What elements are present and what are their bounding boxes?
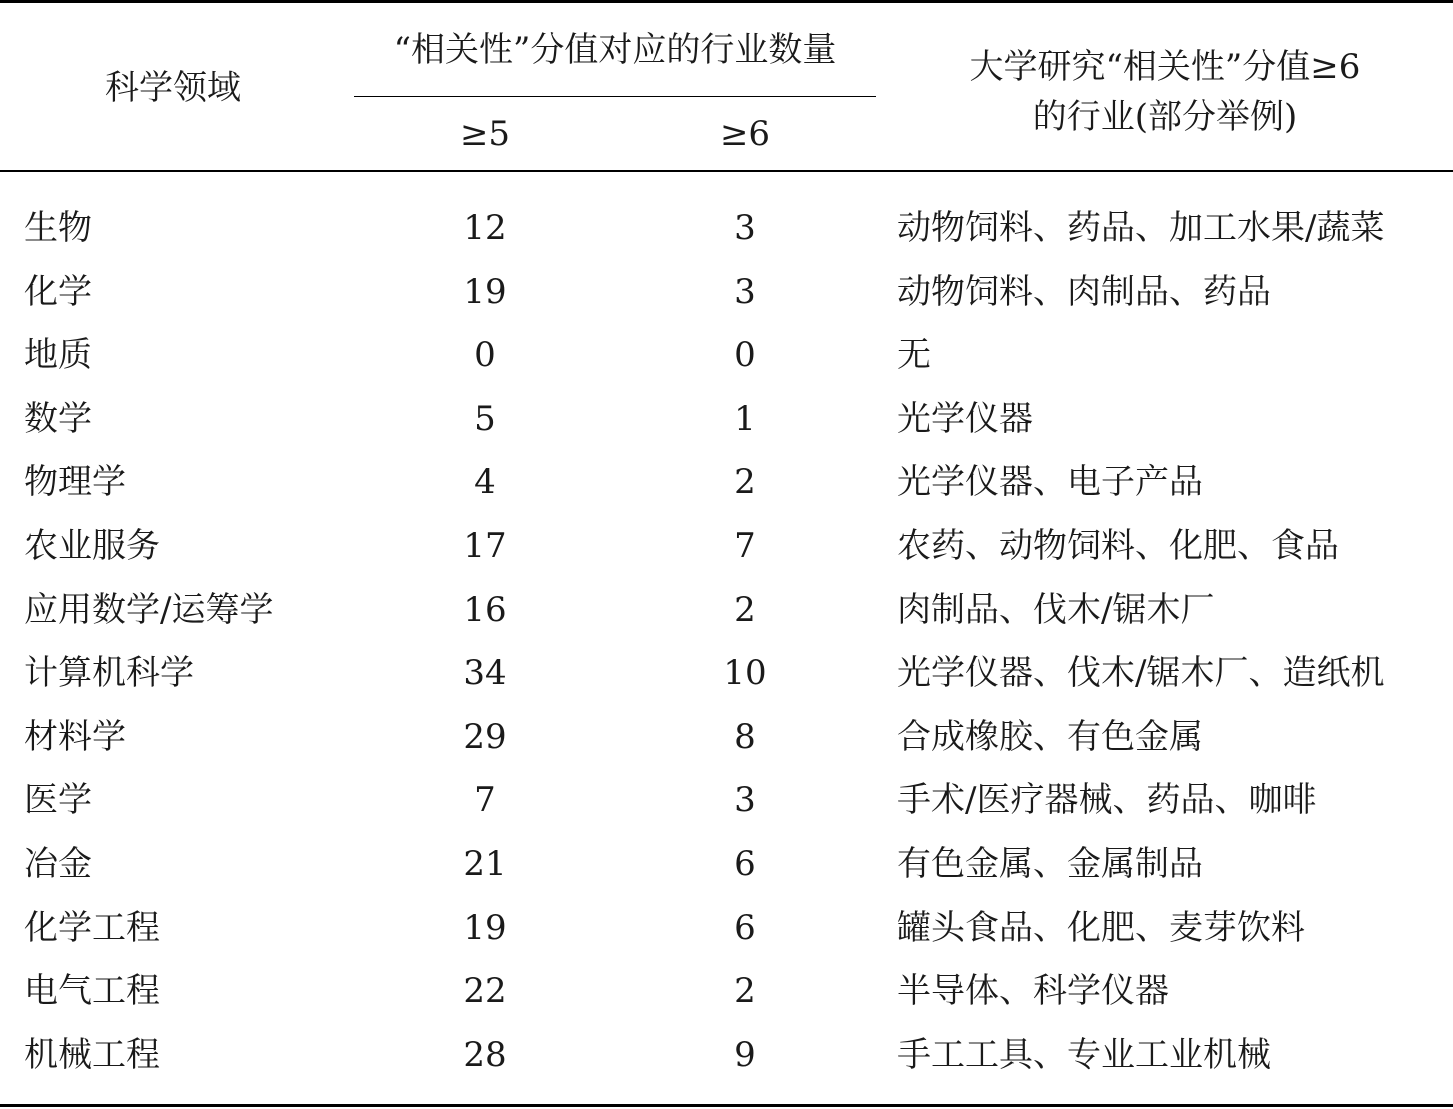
cell-count-ge6: 10 (723, 653, 767, 694)
cell-science-field: 地质 (24, 335, 92, 376)
cell-science-field: 冶金 (24, 843, 92, 884)
cell-science-field: 应用数学/运筹学 (24, 589, 274, 630)
cell-count-ge5: 17 (463, 525, 507, 566)
cell-count-ge6: 0 (734, 335, 756, 376)
cell-science-field: 机械工程 (24, 1034, 160, 1075)
cell-count-ge6: 3 (734, 208, 756, 248)
table-row (0, 260, 1453, 324)
table-row (0, 705, 1453, 769)
table-row (0, 196, 1453, 260)
header-examples-line1: 大学研究“相关性”分值≥6 (969, 47, 1361, 87)
cell-industry-examples: 合成橡胶、有色金属 (897, 716, 1203, 757)
cell-count-ge5: 4 (474, 462, 496, 503)
cell-science-field: 化学工程 (24, 907, 160, 948)
cell-industry-examples: 半导体、科学仪器 (897, 971, 1169, 1012)
cell-science-field: 生物 (24, 208, 92, 248)
cell-science-field: 计算机科学 (24, 653, 194, 694)
cell-science-field: 医学 (24, 780, 92, 821)
header-group-underline (354, 96, 876, 97)
cell-count-ge5: 16 (463, 589, 507, 630)
cell-industry-examples: 农药、动物饲料、化肥、食品 (897, 525, 1339, 566)
cell-industry-examples: 光学仪器 (897, 398, 1033, 439)
table-body (0, 196, 1453, 1086)
cell-count-ge5: 7 (474, 780, 496, 821)
cell-count-ge6: 3 (734, 271, 756, 312)
cell-count-ge5: 29 (463, 716, 507, 757)
cell-industry-examples: 动物饲料、药品、加工水果/蔬菜 (897, 208, 1385, 248)
header-industry-count-group: “相关性”分值对应的行业数量 (393, 30, 837, 70)
cell-industry-examples: 罐头食品、化肥、麦芽饮料 (897, 907, 1305, 948)
header-score-ge5: ≥5 (459, 114, 511, 154)
table-row (0, 323, 1453, 387)
header-examples-line2: 的行业(部分举例) (1032, 97, 1298, 137)
cell-count-ge5: 12 (463, 208, 507, 248)
cell-industry-examples: 光学仪器、伐木/锯木厂、造纸机 (897, 653, 1385, 694)
table-row (0, 768, 1453, 832)
table-row (0, 832, 1453, 896)
table-row (0, 578, 1453, 642)
cell-industry-examples: 有色金属、金属制品 (897, 843, 1203, 884)
cell-count-ge6: 2 (734, 971, 756, 1012)
table-bottom-rule (0, 1104, 1453, 1107)
cell-industry-examples: 手工工具、专业工业机械 (897, 1034, 1271, 1075)
cell-science-field: 农业服务 (24, 525, 160, 566)
cell-count-ge6: 2 (734, 589, 756, 630)
cell-science-field: 数学 (24, 398, 92, 439)
cell-count-ge5: 5 (474, 398, 496, 439)
cell-industry-examples: 无 (897, 335, 931, 376)
header-industry-examples (930, 42, 1400, 142)
header-score-ge6: ≥6 (719, 114, 771, 154)
table-row (0, 387, 1453, 451)
cell-count-ge6: 3 (734, 780, 756, 821)
cell-science-field: 电气工程 (24, 971, 160, 1012)
cell-science-field: 物理学 (24, 462, 126, 503)
cell-science-field: 材料学 (24, 716, 126, 757)
cell-count-ge5: 34 (463, 653, 507, 694)
table-row (0, 450, 1453, 514)
table-row (0, 896, 1453, 960)
table-row (0, 514, 1453, 578)
table-row (0, 641, 1453, 705)
cell-count-ge5: 28 (463, 1034, 507, 1075)
cell-count-ge6: 2 (734, 462, 756, 503)
cell-count-ge6: 9 (734, 1034, 756, 1075)
cell-industry-examples: 手术/医疗器械、药品、咖啡 (897, 780, 1317, 821)
cell-count-ge5: 19 (463, 271, 507, 312)
cell-industry-examples: 动物饲料、肉制品、药品 (897, 271, 1271, 312)
cell-count-ge5: 21 (463, 843, 507, 884)
cell-science-field: 化学 (24, 271, 92, 312)
cell-count-ge6: 6 (734, 907, 756, 948)
table-row (0, 959, 1453, 1023)
cell-count-ge6: 7 (734, 525, 756, 566)
cell-count-ge6: 1 (734, 398, 756, 439)
table-top-rule (0, 0, 1453, 3)
cell-industry-examples: 肉制品、伐木/锯木厂 (897, 589, 1215, 630)
cell-count-ge5: 0 (474, 335, 496, 376)
table-row (0, 1023, 1453, 1087)
cell-count-ge6: 6 (734, 843, 756, 884)
cell-count-ge5: 19 (463, 907, 507, 948)
cell-count-ge6: 8 (734, 716, 756, 757)
cell-count-ge5: 22 (463, 971, 507, 1012)
header-science-field: 科学领域 (105, 68, 241, 108)
table-header-rule (0, 170, 1453, 172)
cell-industry-examples: 光学仪器、电子产品 (897, 462, 1203, 503)
